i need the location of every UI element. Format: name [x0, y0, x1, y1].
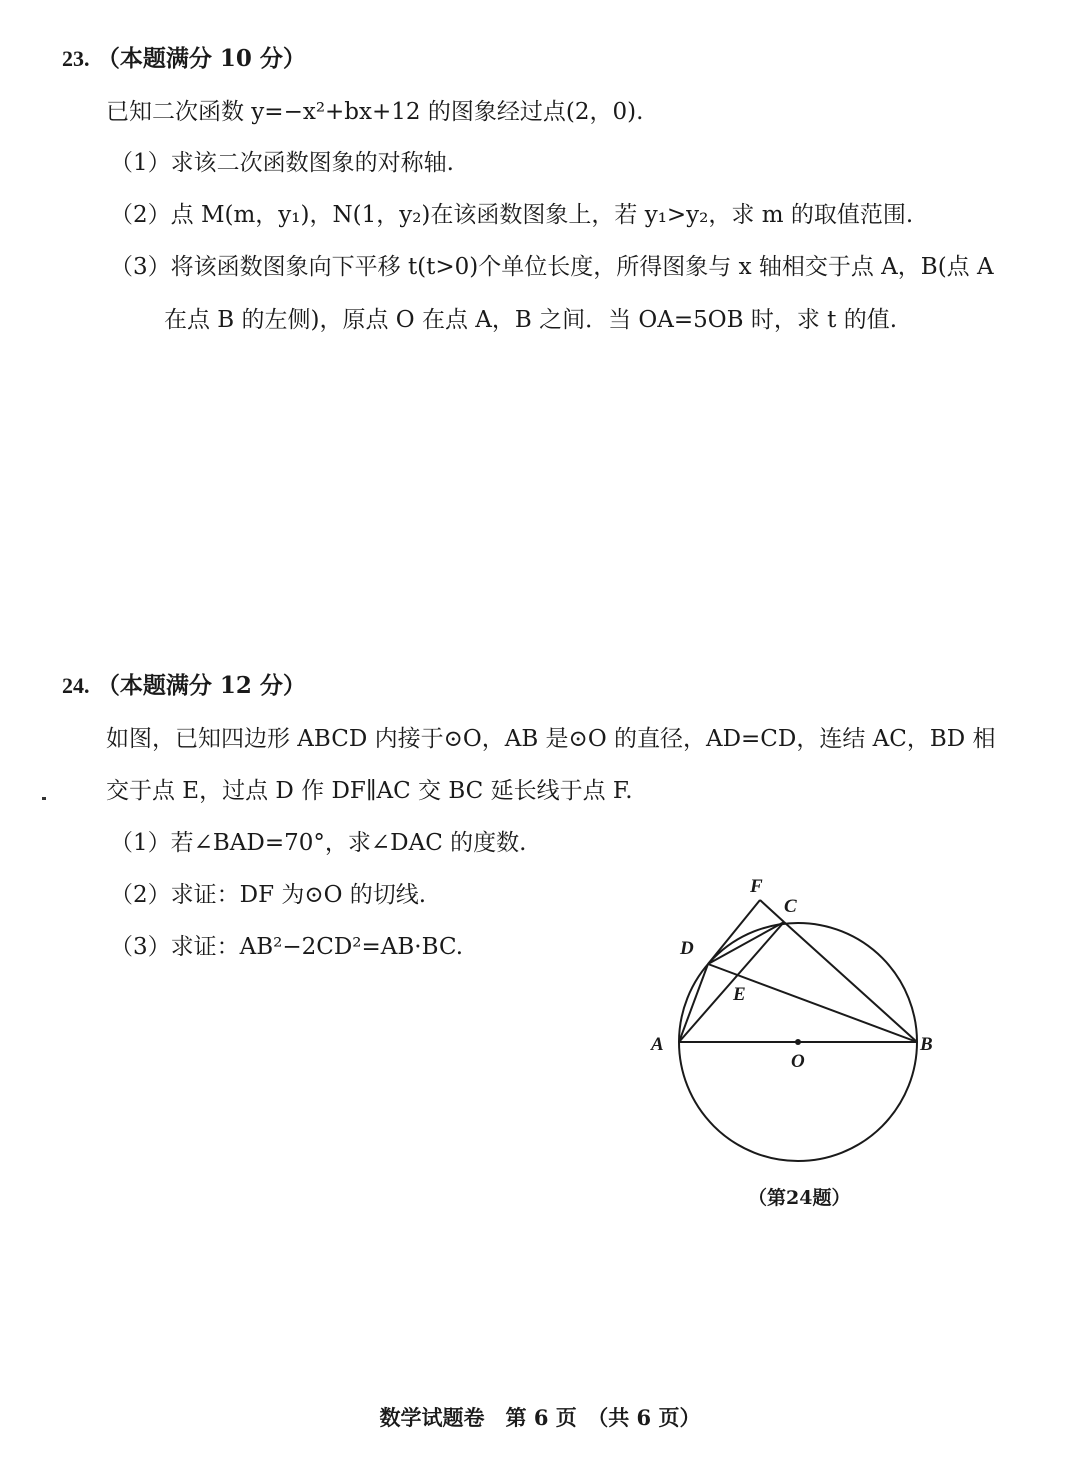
question-24-header	[62, 671, 306, 701]
question-24-part-3: （3）求证：AB²−2CD²=AB·BC.	[110, 934, 464, 960]
figure-caption: （第24题）	[748, 1187, 851, 1209]
segment-dc	[708, 922, 784, 964]
question-24-part-2: （2）求证：DF 为⊙O 的切线.	[110, 882, 427, 908]
label-b: B	[920, 1034, 933, 1055]
label-f: F	[750, 876, 763, 897]
page-footer: 数学试题卷 第 6 页 （共 6 页）	[379, 1405, 701, 1430]
label-a: A	[651, 1034, 664, 1055]
question-24-figure	[640, 868, 960, 1188]
question-number: 24.	[62, 673, 90, 698]
center-point	[795, 1039, 801, 1045]
label-c: C	[784, 896, 797, 917]
question-points: （本题满分 10 分）	[96, 45, 306, 72]
question-number: 23.	[62, 46, 90, 71]
question-23-part-1: （1）求该二次函数图象的对称轴.	[110, 150, 454, 176]
question-24-stem-line-1: 如图，已知四边形 ABCD 内接于⊙O，AB 是⊙O 的直径，AD=CD，连结 AC，BD 相	[106, 726, 996, 752]
label-o: O	[791, 1051, 805, 1072]
question-24-part-1: （1）若∠BAD=70°，求∠DAC 的度数.	[110, 830, 527, 856]
label-d: D	[680, 938, 694, 959]
question-23-part-3-line-2: 在点 B 的左侧)，原点 O 在点 A，B 之间．当 OA=5OB 时，求 t 的值.	[164, 307, 898, 333]
geometry-diagram	[640, 868, 960, 1188]
scan-speck	[42, 797, 46, 800]
label-e: E	[733, 984, 746, 1005]
segment-cf	[760, 900, 784, 922]
question-points: （本题满分 12 分）	[96, 672, 306, 699]
question-23-part-3-line-1: （3）将该函数图象向下平移 t(t>0)个单位长度，所得图象与 x 轴相交于点 A，B(点 A	[110, 254, 994, 280]
question-24-stem-line-2: 交于点 E，过点 D 作 DF∥AC 交 BC 延长线于点 F.	[106, 778, 633, 804]
question-23-part-2: （2）点 M(m，y₁)，N(1，y₂)在该函数图象上，若 y₁>y₂，求 m 的取值范围.	[110, 202, 914, 228]
question-23-header	[62, 44, 306, 74]
segment-bc	[784, 922, 917, 1042]
segment-ad	[679, 964, 708, 1042]
question-23-stem: 已知二次函数 y=−x²+bx+12 的图象经过点(2，0).	[106, 99, 644, 125]
